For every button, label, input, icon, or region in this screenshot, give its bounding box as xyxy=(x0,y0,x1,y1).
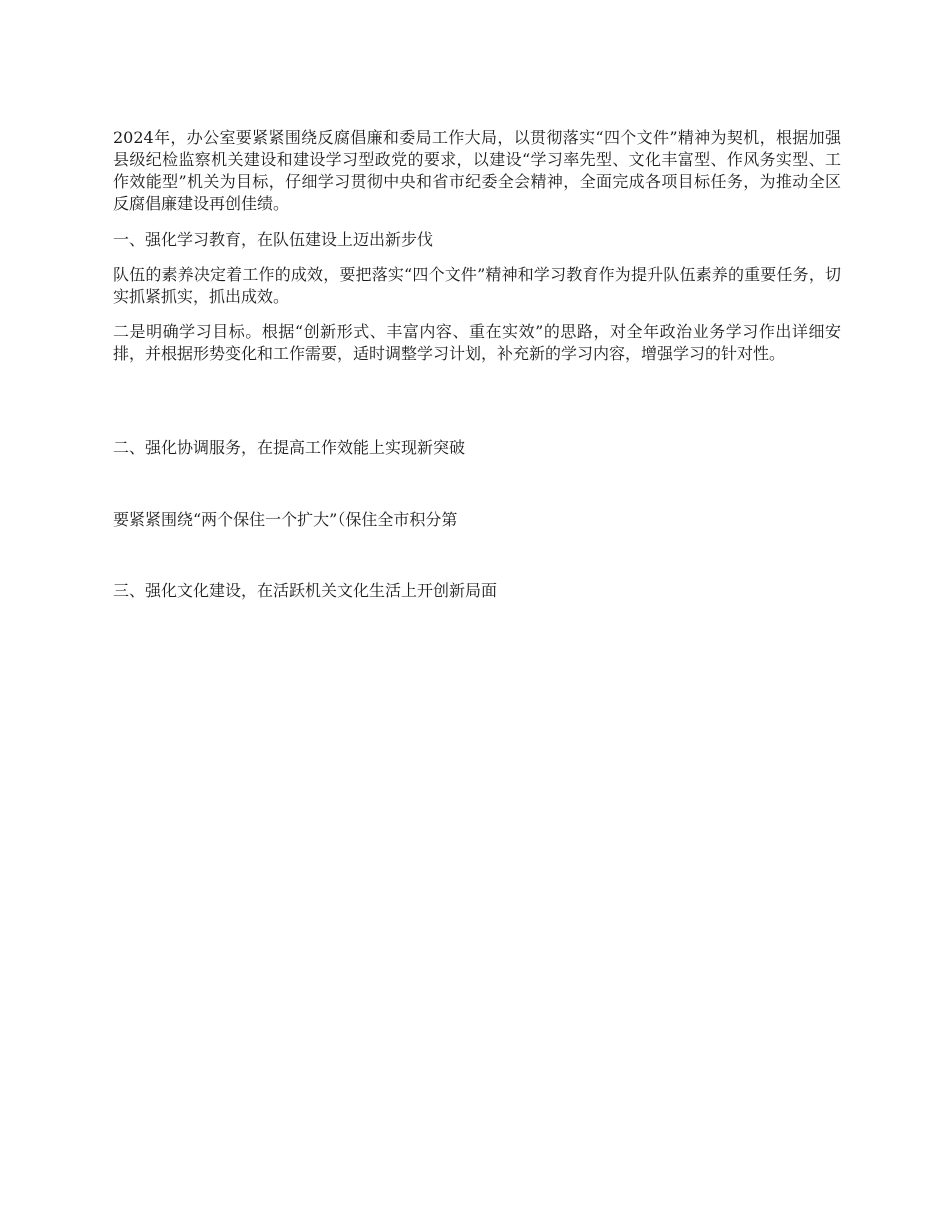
intro-paragraph: 2024年，办公室要紧紧围绕反腐倡廉和委局工作大局，以贯彻落实“四个文件”精神为契机，根据加强县级纪检监察机关建设和建设学习型政党的要求，以建设“学习率先型、文化丰富型、作风务实型、工作效能型”机关为目标，仔细学习贯彻中央和省市纪委全会精神，全面完成各项目标任务，为推动全区反腐倡廉建设再创佳绩。 xyxy=(113,128,841,213)
body-paragraph: 要紧紧围绕“两个保住一个扩大”（保住全市积分第 xyxy=(113,510,458,529)
section-heading-2: 二、强化协调服务，在提高工作效能上实现新突破 xyxy=(113,438,466,457)
section-heading-3: 三、强化文化建设，在活跃机关文化生活上开创新局面 xyxy=(113,581,498,600)
section-heading-1: 一、强化学习教育，在队伍建设上迈出新步伐 xyxy=(113,230,434,249)
body-paragraph: 队伍的素养决定着工作的成效，要把落实“四个文件”精神和学习教育作为提升队伍素养的重要任务，切实抓紧抓实，抓出成效。 xyxy=(113,265,841,306)
body-paragraph: 二是明确学习目标。根据“创新形式、丰富内容、重在实效”的思路，对全年政治业务学习作出详细安排，并根据形势变化和工作需要，适时调整学习计划，补充新的学习内容，增强学习的针对性。 xyxy=(113,322,841,363)
